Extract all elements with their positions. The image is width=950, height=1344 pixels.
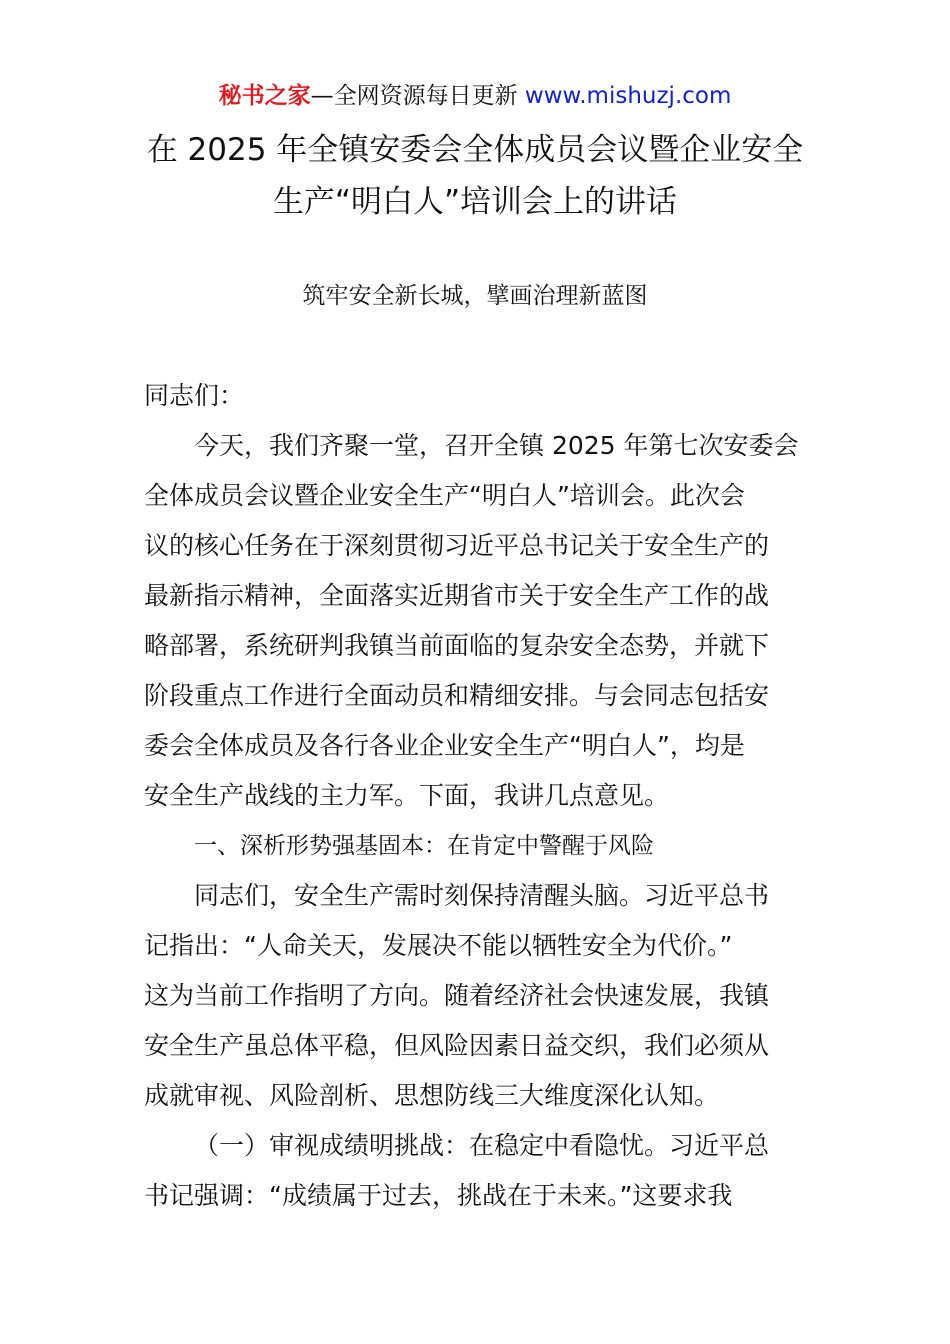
paragraph-line: 委会全体成员及各行各业企业安全生产“明白人”，均是 [144, 731, 745, 760]
site-url-link[interactable]: www.mishuzj.com [524, 83, 732, 109]
section-heading: 一、深析形势强基固本：在肯定中警醒于风险 [194, 833, 654, 859]
paragraph-line: 成就审视、风险剖析、思想防线三大维度深化认知。 [144, 1081, 720, 1110]
paragraph-line: 全体成员会议暨企业安全生产“明白人”培训会。此次会 [144, 481, 745, 510]
paragraph-line: 今天，我们齐聚一堂，召开全镇 2025 年第七次安委会 [194, 431, 799, 460]
paragraph-line: 安全生产战线的主力军。下面，我讲几点意见。 [144, 781, 670, 810]
paragraph-line: （一）审视成绩明挑战：在稳定中看隐忧。习近平总 [194, 1131, 770, 1160]
paragraph-line: 安全生产虽总体平稳，但风险因素日益交织，我们必须从 [144, 1031, 770, 1060]
paragraph-intro [144, 421, 806, 821]
paragraph-line: 同志们，安全生产需时刻保持清醒头脑。习近平总书 [194, 881, 770, 910]
paragraph-line: 记指出：“人命关天，发展决不能以牺牲安全为代价。” [144, 931, 733, 960]
paragraph-subsection-one [144, 1121, 806, 1221]
paragraph-line: 这为当前工作指明了方向。随着经济社会快速发展，我镇 [144, 981, 770, 1010]
salutation [144, 371, 806, 421]
paragraph-line: 书记强调：“成绩属于过去，挑战在于未来。”这要求我 [144, 1181, 733, 1210]
document-title [60, 124, 890, 228]
salutation-text: 同志们： [144, 381, 245, 410]
paragraph-line: 略部署，系统研判我镇当前面临的复杂安全态势，并就下 [144, 631, 770, 660]
paragraph-situation [144, 871, 806, 1121]
site-header [0, 80, 950, 112]
brand-name: 秘书之家 [218, 83, 311, 109]
paragraph-line: 议的核心任务在于深刻贯彻习近平总书记关于安全生产的 [144, 531, 770, 560]
document-subtitle: 筑牢安全新长城，擘画治理新蓝图 [302, 283, 648, 309]
paragraph-line: 最新指示精神，全面落实近期省市关于安全生产工作的战 [144, 581, 770, 610]
header-tagline: —全网资源每日更新 [310, 83, 518, 109]
title-line: 在 2025 年全镇安委会全体成员会议暨企业安全 [146, 132, 804, 168]
title-line: 生产“明白人”培训会上的讲话 [272, 184, 678, 220]
paragraph-line: 阶段重点工作进行全面动员和精细安排。与会同志包括安 [144, 681, 770, 710]
